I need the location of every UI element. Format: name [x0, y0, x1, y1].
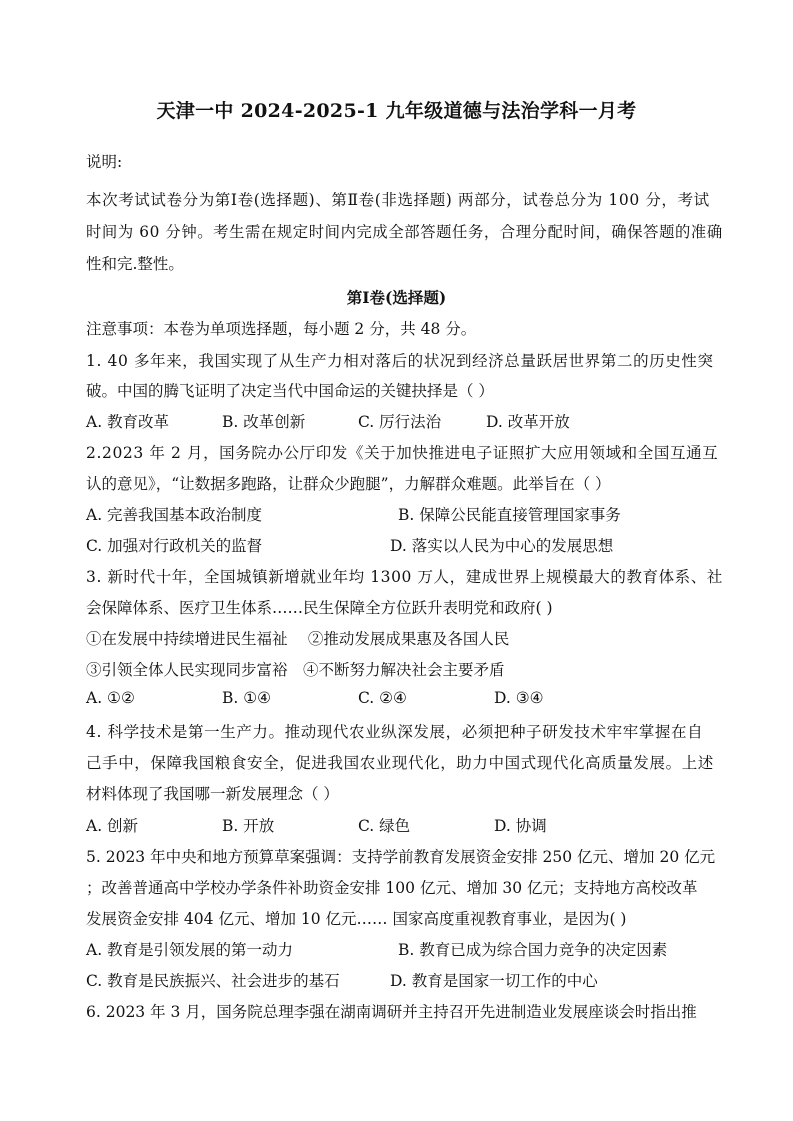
q5-line-2: ；改善普通高中学校办学条件补助资金安排 100 亿元、增加 30 亿元；支持地方高校改革 — [86, 879, 698, 897]
q3-statement-1: ①在发展中持续增进民生福祉 ②推动发展成果惠及各国人民 — [86, 630, 510, 648]
intro-line-1: 本次考试试卷分为第Ⅰ卷(选择题)、第Ⅱ卷(非选择题) 两部分，试卷总分为 100 分，考试 — [86, 191, 710, 209]
q4-option-c: C. 绿色 — [358, 817, 411, 835]
intro-line-2: 时间为 60 分钟。考生需在规定时间内完成全部答题任务，合理分配时间，确保答题的准确 — [86, 223, 723, 241]
notice: 注意事项：本卷为单项选择题，每小题 2 分，共 48 分。 — [86, 320, 477, 338]
q5-option-b: B. 教育已成为综合国力竞争的决定因素 — [398, 941, 668, 959]
q1-option-c: C. 厉行法治 — [358, 413, 442, 431]
section-title: 第Ⅰ卷(选择题) — [346, 288, 447, 307]
q1-line-1: 1. 40 多年来，我国实现了从生产力相对落后的状况到经济总量跃居世界第二的历史性突 — [86, 352, 714, 370]
q3-option-b: B. ①④ — [222, 689, 272, 707]
q2-option-b: B. 保障公民能直接管理国家事务 — [398, 506, 621, 524]
q5-option-d: D. 教育是国家一切工作的中心 — [390, 972, 598, 990]
q4-line-2: 己手中，保障我国粮食安全，促进我国农业现代化，助力中国式现代化高质量发展。上述 — [86, 754, 714, 772]
q2-line-2: 认的意见》，“让数据多跑路，让群众少跑腿”，力解群众难题。此举旨在（ ） — [86, 475, 611, 493]
q3-statement-2: ③引领全体人民实现同步富裕 ④不断努力解决社会主要矛盾 — [86, 661, 505, 679]
intro-label: 说明: — [86, 153, 123, 171]
q3-line-1: 3. 新时代十年，全国城镇新增就业年均 1300 万人，建成世界上规模最大的教育体系、社 — [86, 568, 723, 586]
q4-line-1: 4. 科学技术是第一生产力。推动现代农业纵深发展，必须把种子研发技术牢牢掌握在自 — [86, 723, 704, 741]
q4-option-b: B. 开放 — [222, 817, 275, 835]
q4-line-3: 材料体现了我国哪一新发展理念（ ） — [86, 785, 339, 803]
q3-option-c: C. ②④ — [358, 689, 407, 707]
q1-option-a: A. 教育改革 — [86, 413, 170, 431]
q5-line-1: 5. 2023 年中央和地方预算草案强调：支持学前教育发展资金安排 250 亿元、增加 20 亿元 — [86, 848, 716, 866]
intro-line-3: 性和完.整性。 — [86, 255, 184, 273]
exam-title: 天津一中 2024-2025-1 九年级道德与法治学科一月考 — [156, 100, 637, 122]
q1-option-d: D. 改革开放 — [486, 413, 570, 431]
q3-option-a: A. ①② — [86, 689, 135, 707]
q5-line-3: 发展资金安排 404 亿元、增加 10 亿元…… 国家高度重视教育事业，是因为( ) — [86, 910, 627, 928]
q1-option-b: B. 改革创新 — [222, 413, 306, 431]
q4-option-d: D. 协调 — [494, 817, 547, 835]
q2-option-c: C. 加强对行政机关的监督 — [86, 537, 263, 555]
q1-line-2: 破。中国的腾飞证明了决定当代中国命运的关键抉择是（ ） — [86, 382, 494, 400]
q2-line-1: 2.2023 年 2 月，国务院办公厅印发《关于加快推进电子证照扩大应用领域和全国互通互 — [86, 444, 719, 462]
q2-option-d: D. 落实以人民为中心的发展思想 — [390, 537, 614, 555]
q3-line-2: 会保障体系、医疗卫生体系……民生保障全方位跃升表明党和政府( ) — [86, 599, 553, 617]
q5-option-c: C. 教育是民族振兴、社会进步的基石 — [86, 972, 340, 990]
q2-option-a: A. 完善我国基本政治制度 — [86, 506, 263, 524]
q3-option-d: D. ③④ — [494, 689, 544, 707]
q4-option-a: A. 创新 — [86, 817, 139, 835]
q6-line-1: 6. 2023 年 3 月，国务院总理李强在湖南调研并主持召开先进制造业发展座谈会时指出推 — [86, 1003, 697, 1021]
q5-option-a: A. 教育是引领发展的第一动力 — [86, 941, 294, 959]
